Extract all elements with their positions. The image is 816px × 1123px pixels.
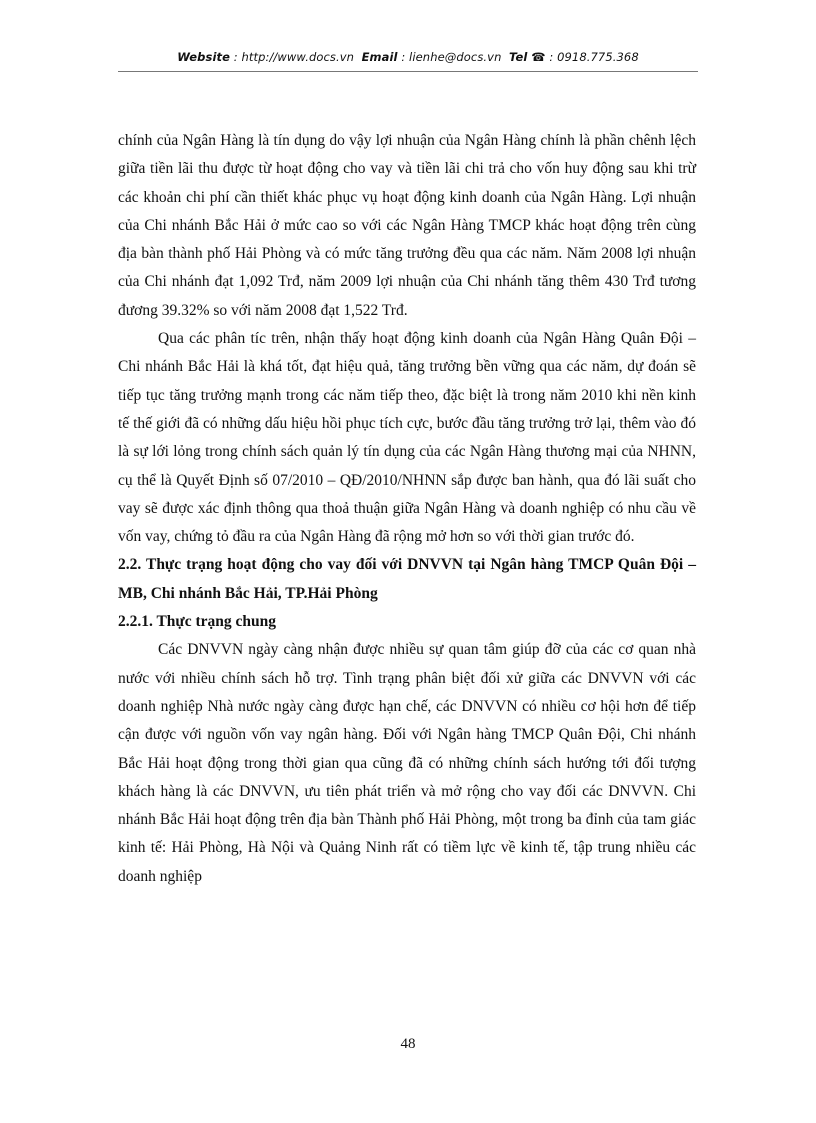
email-label: Email [361,50,398,64]
section-heading-2-2: 2.2. Thực trạng hoạt động cho vay đối với DNVVN tại Ngân hàng TMCP Quân Đội – MB, Chi nhánh Bắc Hải, TP.Hải Phòng [118,556,696,602]
page-header [118,50,698,70]
header-divider [118,71,698,72]
website-label: Website [177,50,230,64]
page-number: 48 [400,1036,416,1052]
tel-value: : 0918.775.368 [549,50,639,64]
website-link[interactable]: : http://www.docs.vn [233,50,355,64]
document-body [118,127,696,891]
email-link[interactable]: : lienhe@docs.vn [401,50,502,64]
subsection-heading-2-2-1: 2.2.1. Thực trạng chung [118,613,277,631]
tel-label: Tel [508,50,528,64]
paragraph-general-status: Các DNVVN ngày càng nhận được nhiều sự quan tâm giúp đỡ của các cơ quan nhà nước với nhiều chính sách hỗ trợ. Tình trạng phân biệt đối xử giữa các DNVVN với các doanh nghiệp Nhà nước ngày càng được hạn chế, các DNVVN có nhiều cơ hội hơn để tiếp cận được với nguồn vốn vay ngân hàng. Đối với Ngân hàng TMCP Quân Đội, Chi nhánh Bắc Hải hoạt động trong thời gian qua cũng đã có những chính sách hướng tới đối tượng khách hàng là các DNVVN, ưu tiên phát triển và mở rộng cho vay đối các DNVVN. Chi nhánh Bắc Hải hoạt động trên địa bàn Thành phố Hải Phòng, một trong ba đỉnh của tam giác kinh tế: Hải Phòng, Hà Nội và Quảng Ninh rất có tiềm lực về kinh tế, tập trung nhiều các doanh nghiệp [118,641,696,885]
paragraph-profit: chính của Ngân Hàng là tín dụng do vậy lợi nhuận của Ngân Hàng chính là phần chênh lệch giữa tiền lãi thu được từ hoạt động cho vay và tiền lãi chi trả cho vốn huy động sau khi trừ các khoản chi phí cần thiết khác phục vụ hoạt động kinh doanh của Ngân Hàng. Lợi nhuận của Chi nhánh Bắc Hải ở mức cao so với các Ngân Hàng TMCP khác hoạt động trên cùng địa bàn thành phố Hải Phòng và có mức tăng trưởng đều qua các năm. Năm 2008 lợi nhuận của Chi nhánh đạt 1,092 Trđ, năm 2009 lợi nhuận của Chi nhánh tăng thêm 430 Trđ tương đương 39.32% so với năm 2008 đạt 1,522 Trđ. [118,132,696,319]
phone-icon: ☎ [531,50,546,64]
paragraph-analysis: Qua các phân tíc trên, nhận thấy hoạt động kinh doanh của Ngân Hàng Quân Đội – Chi nhánh Bắc Hải là khá tốt, đạt hiệu quả, tăng trưởng bền vững qua các năm, dự đoán sẽ tiếp tục tăng trưởng mạnh trong các năm tiếp theo, đặc biệt là trong năm 2010 khi nền kinh tế thế giới đã có những dấu hiệu hồi phục tích cực, bước đầu tăng trưởng trở lại, thêm vào đó là sự lới lỏng trong chính sách quản lý tín dụng của các Ngân Hàng thương mại của NHNN, cụ thể là Quyết Định số 07/2010 – QĐ/2010/NHNN sắp được ban hành, qua đó lãi suất cho vay sẽ được xác định thông qua thoả thuận giữa Ngân Hàng và doanh nghiệp có nhu cầu về vốn vay, chứng tỏ đầu ra của Ngân Hàng đã rộng mở hơn so với thời gian trước đó. [118,330,696,546]
